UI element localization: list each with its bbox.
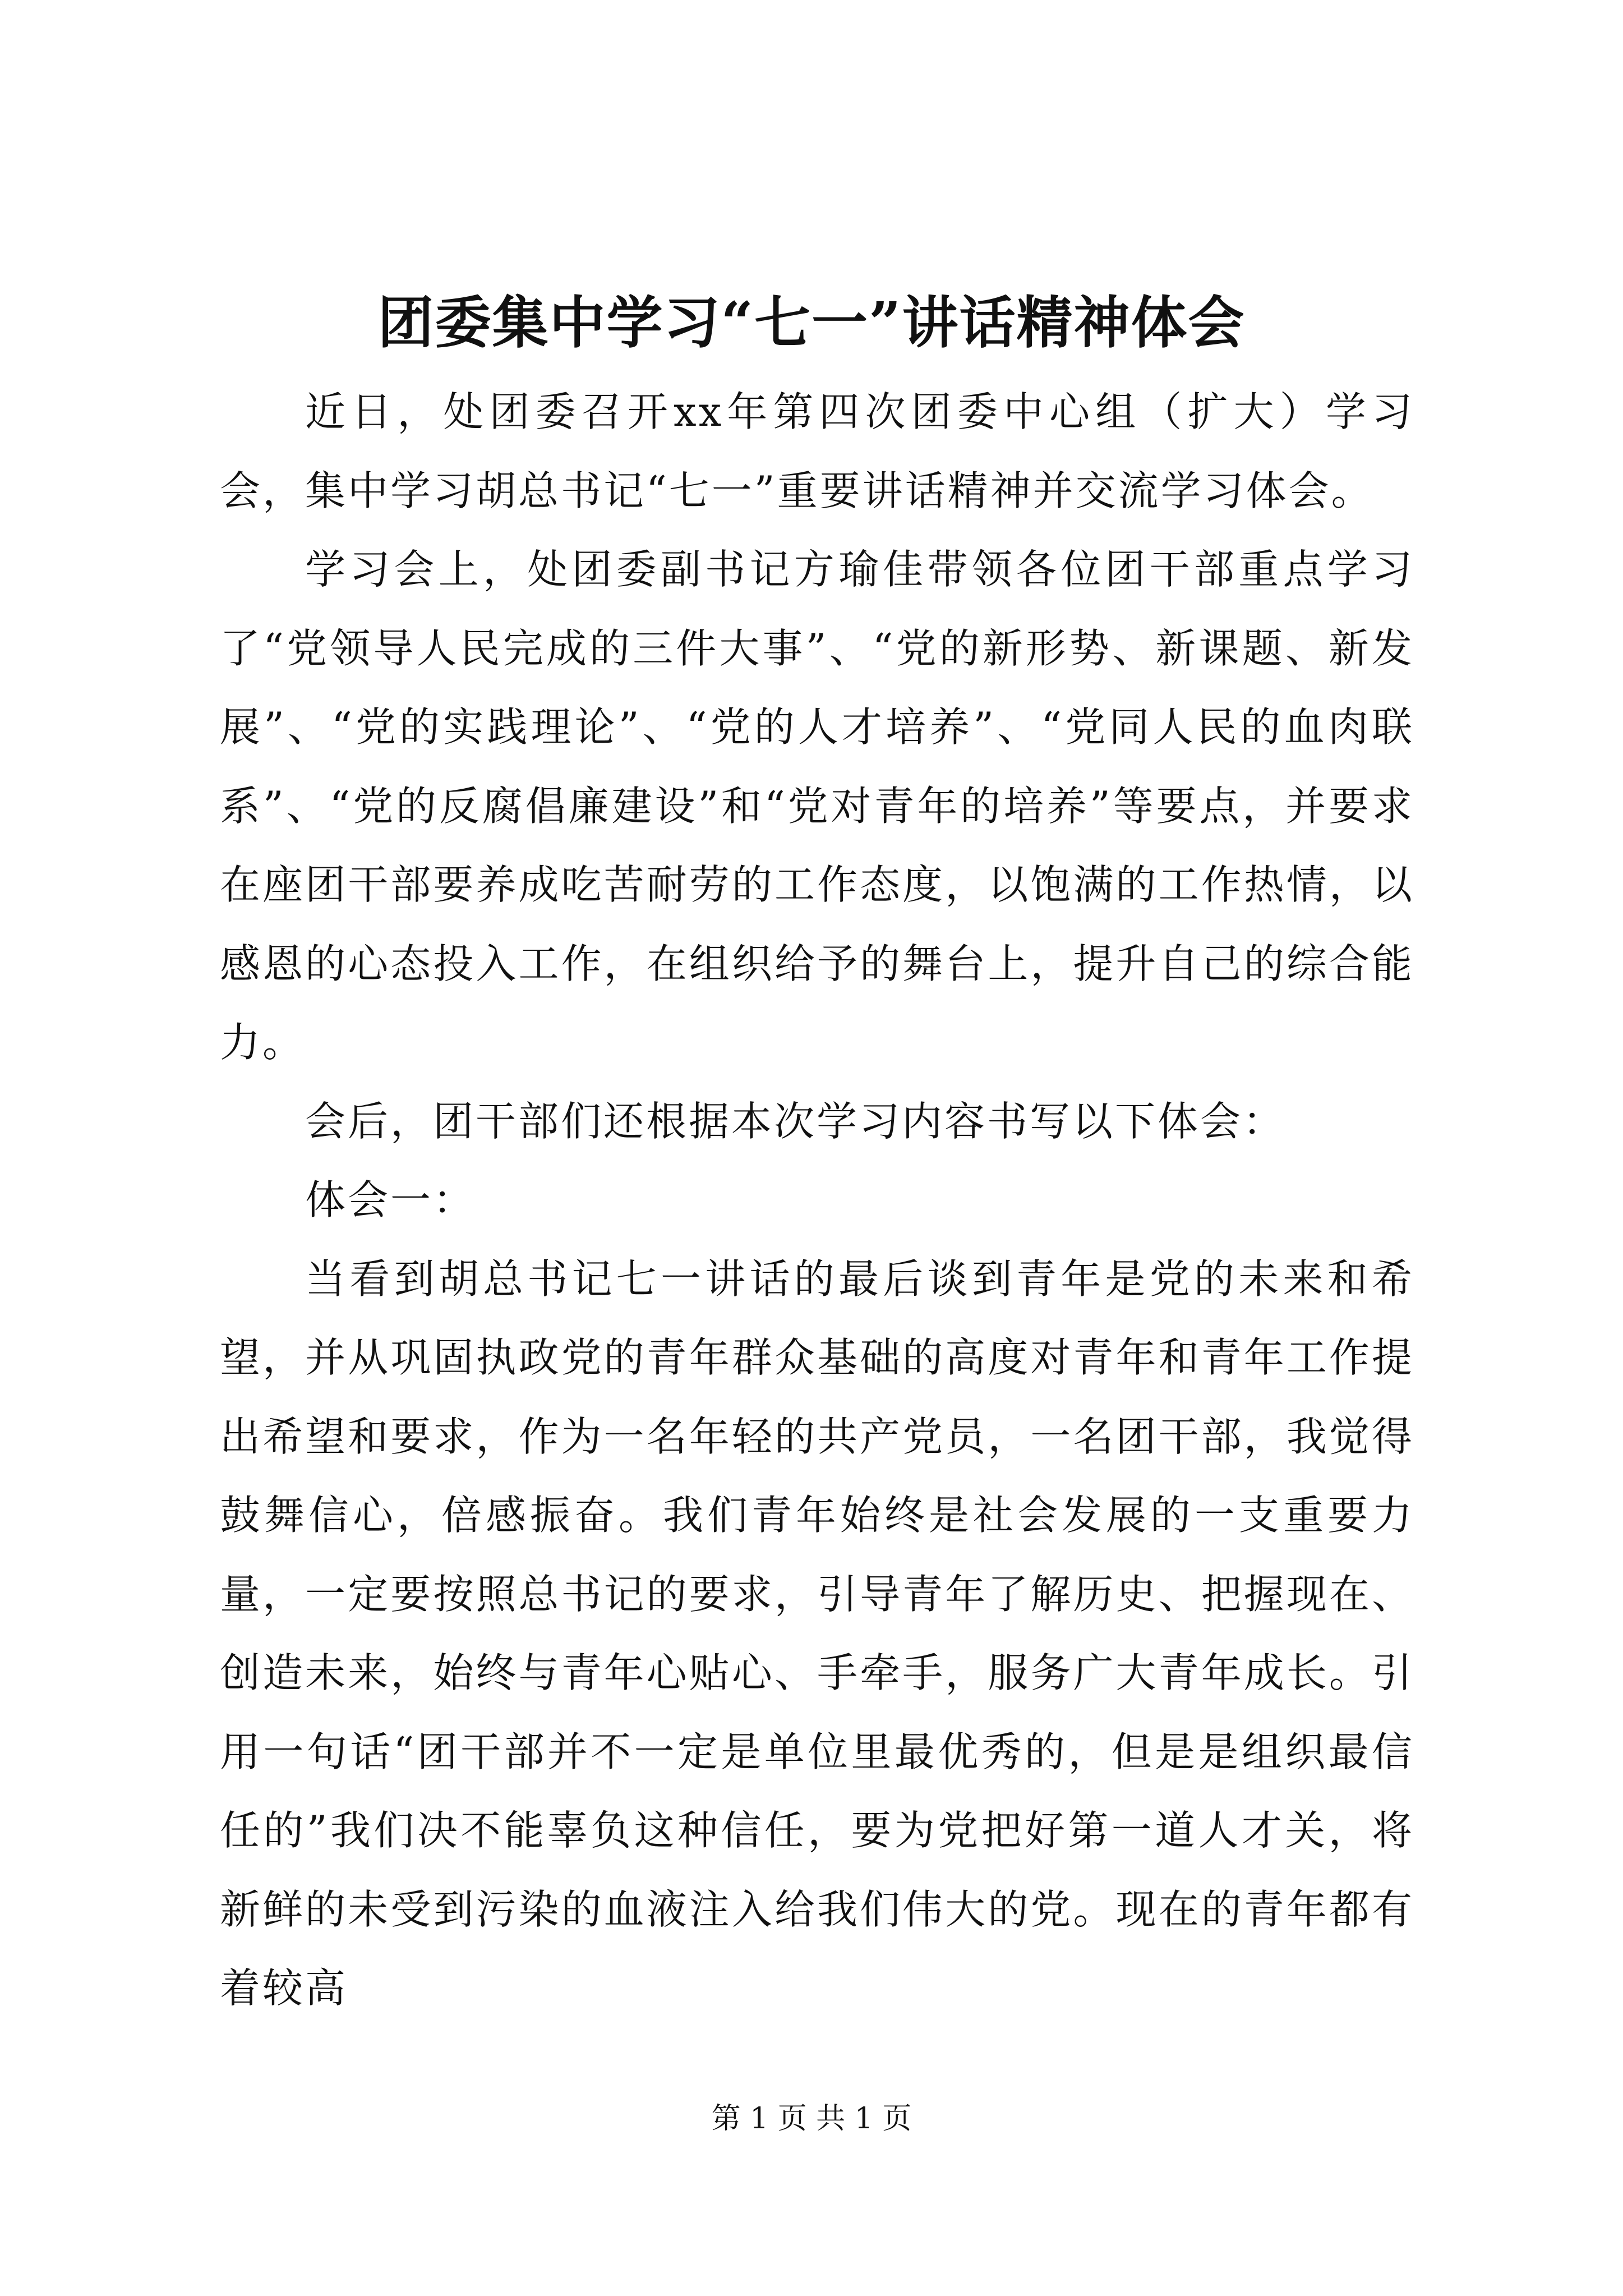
paragraph-reflection-one: 当看到胡总书记七一讲话的最后谈到青年是党的未来和希望，并从巩固执政党的青年群众基础的高度对青年和青年工作提出希望和要求，作为一名年轻的共产党员，一名团干部，我觉得鼓舞信心，倍感振奋。我们青年始终是社会发展的一支重要力量，一定要按照总书记的要求，引导青年了解历史、把握现在、创造未来，始终与青年心贴心、手牵手，服务广大青年成长。引用一句话“团干部并不一定是单位里最优秀的，但是是组织最信任的”我们决不能辜负这种信任，要为党把好第一道人才关，将新鲜的未受到污染的血液注入给我们伟大的党。现在的青年都有着较高 bbox=[220, 1255, 1414, 2012]
document-body bbox=[220, 372, 1414, 2028]
paragraph-heading-reflection-one: 体会一： bbox=[305, 1176, 476, 1223]
document-title: 团委集中学习“七一”讲话精神体会 bbox=[377, 289, 1246, 356]
page-number-footer: 第 1 页 共 1 页 bbox=[711, 2102, 912, 2136]
paragraph-after-meeting: 会后，团干部们还根据本次学习内容书写以下体会： bbox=[305, 1097, 1286, 1145]
paragraph-meeting: 学习会上，处团委副书记方瑜佳带领各位团干部重点学习了“党领导人民完成的三件大事”、“党的新形势、新课题、新发展”、“党的实践理论”、“党的人才培养”、“党同人民的血肉联系”、“党的反腐倡廉建设”和“党对青年的培养”等要点，并要求在座团干部要养成吃苦耐劳的工作态度，以饱满的工作热情，以感恩的心态投入工作，在组织给予的舞台上，提升自己的综合能力。 bbox=[220, 546, 1414, 1066]
paragraph-intro: 近日，处团委召开xx年第四次团委中心组（扩大）学习会，集中学习胡总书记“七一”重要讲话精神并交流学习体会。 bbox=[220, 388, 1414, 514]
